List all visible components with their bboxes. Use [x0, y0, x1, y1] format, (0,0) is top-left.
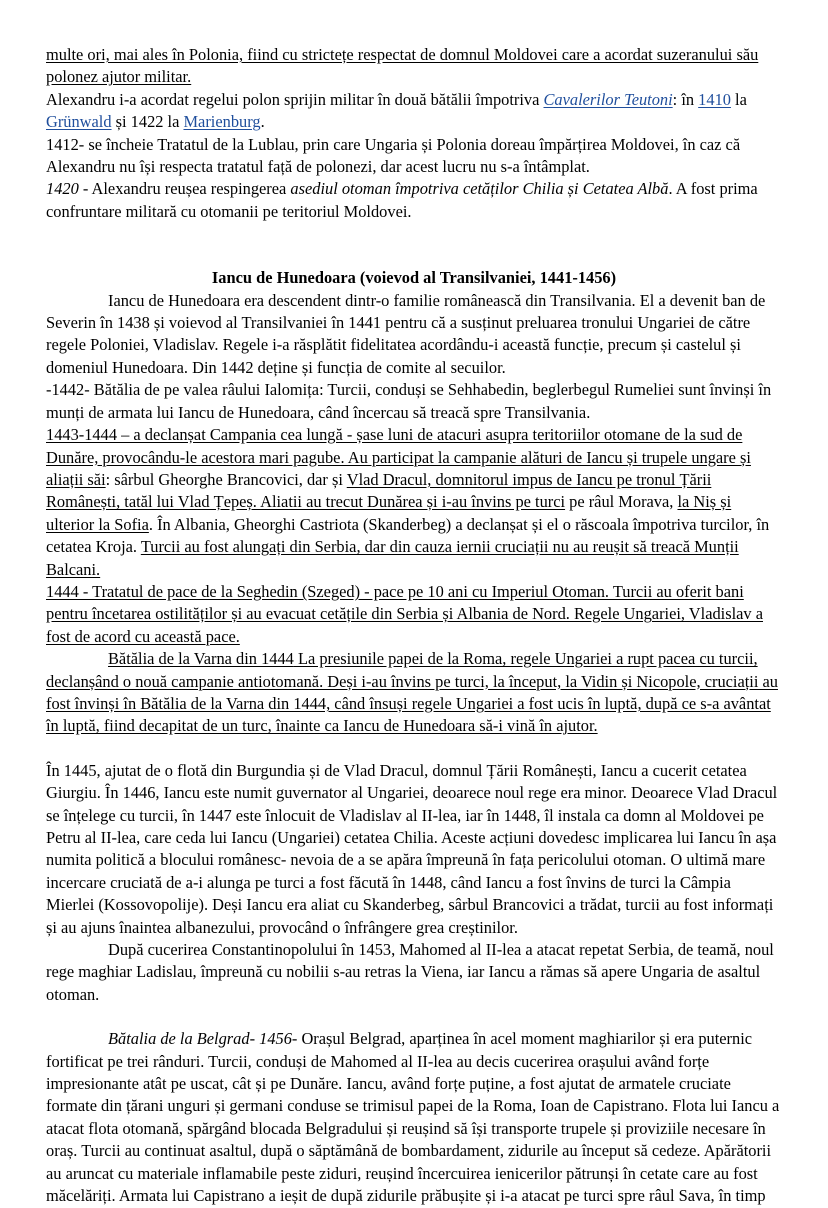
year-1420-text-before: - Alexandru reușea respingerea — [78, 179, 291, 199]
paragraph-1420 — [46, 178, 782, 223]
alexandru-text-before-link: Alexandru i-a acordat regelui polon sprijin militar în două bătălii împotriva — [46, 89, 544, 109]
paragraph-iancu-1445-1448 — [46, 760, 782, 939]
paragraph-belgrad-1456 — [46, 1028, 782, 1207]
campaign-plain-2: pe râul Morava, — [565, 492, 678, 512]
link-cavalerilor-teutoni[interactable]: Cavalerilor Teutoni — [543, 89, 673, 109]
campaign-underlined-3: la Niș și ulterior la Sofia — [46, 492, 732, 534]
paragraph-intro-continuation — [46, 44, 782, 89]
alexandru-text-after-link: : în — [672, 89, 699, 109]
iancu-intro-text: Iancu de Hunedoara era descendent dintr-o familie românească din Transilvania. El a devenit ban de Severin în 1438 și voievod al Transilvaniei în 1441 pentru că a susținut preluarea tronului Ungariei de către regele Poloniei, Vladislav. Regele i-a răsplătit fidelitatea acordându-i această funcție, precum și castelul și domeniul Hunedoara. Din 1442 deține și funcția de comite al secuilor. — [46, 290, 766, 377]
campaign-underlined-1: 1443-1444 – a declanșat Campania cea lungă - șase luni de atacuri asupra teritoriilor otomane de la sud de Dunăre, provocându-le acestora mari pagube. Au participat la campanie alături de Iancu și trupele ungare și aliații săi — [46, 425, 751, 489]
paragraph-campaign-1443-1444 — [46, 424, 782, 581]
varna-title: Bătălia de la Varna din 1444 — [108, 649, 294, 669]
paragraph-battle-1442 — [46, 379, 782, 424]
paragraph-iancu-intro — [46, 290, 782, 380]
belgrad-title: Bătalia de la Belgrad- 1456- — [108, 1029, 298, 1049]
constantinopol-text: După cucerirea Constantinopolului în 1453, Mahomed al II-lea a atacat repetat Serbia, de teamă, noul rege maghiar Ladislau, împreună cu nobilii s-au retras la Viena, iar Iancu a rămas să apere Ungaria de asaltul otoman. — [46, 940, 774, 1004]
iancu-1445-1448-text: În 1445, ajutat de o flotă din Burgundia și de Vlad Dracul, domnul Țării Românești, Iancu a cucerit cetatea Giurgiu. În 1446, Iancu este numit guvernator al Ungariei, deoarece noul rege era minor. Deoarece Vlad Dracul se înțelege cu turcii, în 1447 este înlocuit de Vladislav al II-lea, iar în 1448, îl instala ca domn al Moldovei pe Petru al II-lea, care ceda lui Iancu (Ungariei) cetatea Chilia. Aceste acțiuni dovedesc implicarea lui Iancu în așa numita politică a blocului românesc- nevoia de a se apăra împreună în fața pericolului otoman. O ultimă mare incercare cruciată de a-i alunga pe turci a fost făcută în 1448, când Iancu a fost învins de turci la Câmpia Mierlei (Kossovopolije). Deși Iancu era aliat cu Skanderbeg, sârbul Brancovici a trădat, turcii au fost informați și au ajuns înaintea albanezului, provocând o înfrângere grea creștinilor. — [46, 760, 778, 937]
campaign-underlined-4: Turcii au fost alungați din Serbia, dar din cauza iernii cruciații nu au reușit să treacă Munții Balcani. — [46, 537, 739, 579]
year-1420-italic-phrase: asediul otoman împotriva cetăților Chilia și Cetatea Albă — [290, 179, 669, 199]
lublau-text: 1412- se încheie Tratatul de la Lublau, prin care Ungaria și Polonia doreau împărțirea Moldovei, în caz că Alexandru nu își respecta tratatul față de polonezi, dar acest lucru nu s-a întâmplat. — [46, 134, 741, 177]
paragraph-lublau-1412 — [46, 134, 782, 179]
paragraph-constantinopol-1453 — [46, 939, 782, 1006]
section-heading-iancu-de-hunedoara: Iancu de Hunedoara (voievod al Transilvaniei, 1441-1456) — [211, 268, 617, 288]
spacer-after-varna — [46, 738, 782, 760]
document-body — [46, 44, 782, 1208]
paragraph-varna-1444 — [46, 648, 782, 738]
campaign-plain-1: : sârbul Gheorghe Brancovici, dar și — [105, 469, 347, 489]
varna-body: La presiunile papei de la Roma, regele Ungariei a rupt pacea cu turcii, declanșând o nouă campanie antiotomană. Deși i-au învins pe turci, la început, la Vidin și Nicopole, cruciații au fost învinși în Bătălia de la Varna din 1444, când însuși regele Ungariei a fost ucis în luptă, după ce s-a avântat în luptă, fiind decapitat de un turc, înainte ca Iancu de Hunedoara să-i vină în ajutor. — [46, 649, 778, 736]
battle-1442-text: -1442- Bătălia de pe valea râului Ialomița: Turcii, conduși se Sehhabedin, beglerbegul Rumeliei sunt învinși în munți de armata lui Iancu de Hunedoara, când încercau să treacă spre Transilvania. — [46, 380, 772, 422]
link-grunwald[interactable]: Grünwald — [46, 112, 112, 132]
paragraph-treaty-1444 — [46, 581, 782, 648]
paragraph-alexandru-teutoni — [46, 89, 782, 134]
campaign-underlined-2: Vlad Dracul, domnitorul impus de Iancu pe tronul Țării Românești, tatăl lui Vlad Țepeș. Aliatii au trecut Dunărea și i-au învins pe turci — [46, 469, 712, 512]
treaty-1444-text: 1444 - Tratatul de pace de la Seghedin (Szeged) - pace pe 10 ani cu Imperiul Otoman. Turcii au oferit bani pentru încetarea ostilităților și au evacuat cetățile din Serbia și Albania de Nord. Regele Ungariei, Vladislav a fost de acord cu această pace. — [46, 581, 763, 646]
spacer-before-belgrad — [46, 1006, 782, 1028]
spacer-before-heading — [46, 223, 782, 267]
link-marienburg[interactable]: Marienburg — [183, 112, 261, 132]
link-1410[interactable]: 1410 — [698, 89, 731, 109]
belgrad-body: Orașul Belgrad, aparținea în acel moment maghiarilor și era puternic fortificat pe trei rânduri. Turcii, conduși de Mahomed al II-lea au decis cucerirea orașului având forțe impresionante atât pe uscat, cât și pe Dunăre. Iancu, având forțe puține, a fost ajutat de armatele cruciate formate din țărani unguri și germani conduse se trimisul papei de la Roma, Ioan de Capistrano. Flota lui Iancu a atacat flota otomană, spărgând blocada Belgradului și reușind să își transporte trupele și proviziile necesare în oraș. Turcii au continuat asaltul, după o săptămână de bombardament, zidurile au început să cedeze. Apărătorii au aruncat cu materiale inflamabile peste ziduri, reușind încercuirea ienicerilor pătrunși în cetate care au fost măcelăriți. Armata lui Capistrano a ieșit de după zidurile prăbușite și i-a atacat pe turci spre râul Sava, în timp — [46, 1029, 780, 1206]
year-1420-text-after: . A fost prima confruntare militară cu otomanii pe teritoriul Moldovei. — [46, 179, 758, 221]
alexandru-text-mid: la — [730, 89, 747, 109]
intro-underlined-text: multe ori, mai ales în Polonia, fiind cu strictețe respectat de domnul Moldovei care a acordat suzeranului său polonez ajutor militar. — [46, 45, 759, 87]
alexandru-text-tail: . — [260, 112, 265, 132]
year-1420-italic: 1420 — [46, 179, 79, 199]
alexandru-text-after-grunwald: și 1422 la — [111, 112, 184, 132]
campaign-plain-3: . În Albania, Gheorghi Castriota (Skanderbeg) a declanșat și el o răscoala împotriva turcilor, în cetatea Kroja. — [46, 514, 770, 557]
